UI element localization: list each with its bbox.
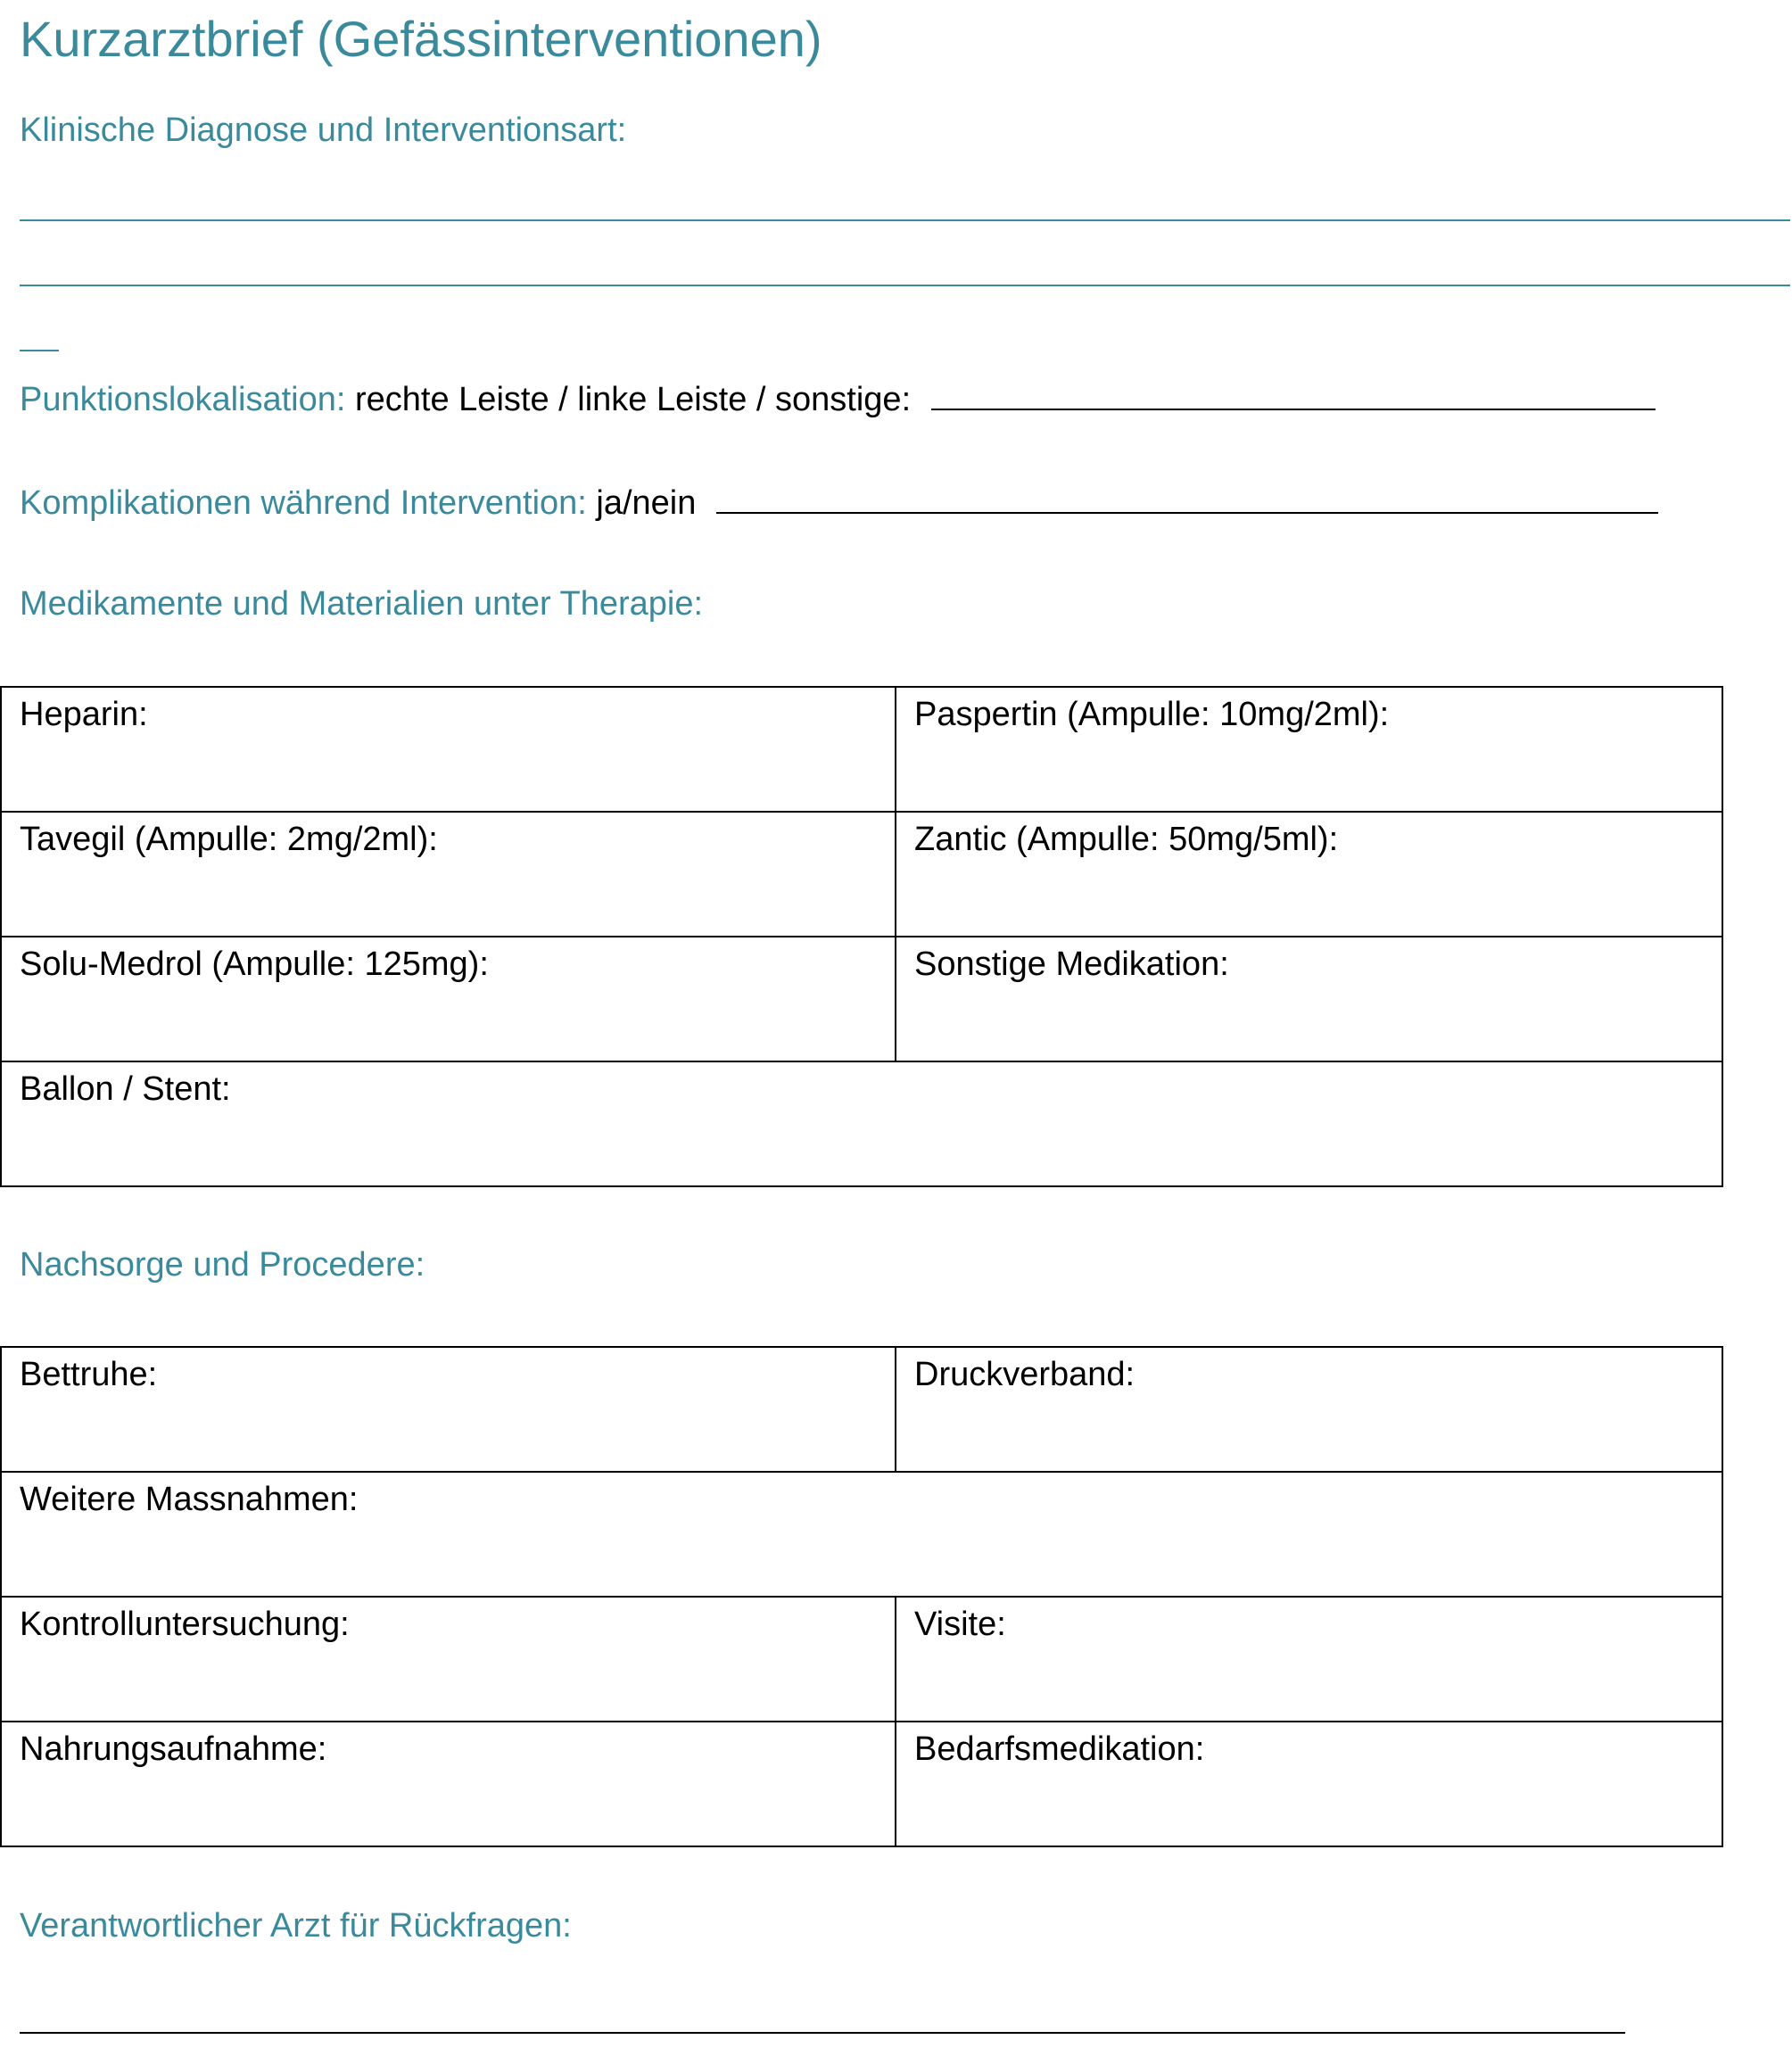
bettruhe-cell[interactable]: Bettruhe: — [1, 1347, 896, 1472]
nahrungsaufnahme-cell[interactable]: Nahrungsaufnahme: — [1, 1722, 896, 1846]
tavegil-cell[interactable]: Tavegil (Ampulle: 2mg/2ml): — [1, 812, 896, 937]
diagnose-line-2[interactable] — [20, 285, 1790, 286]
nachsorge-table — [0, 1346, 1723, 1847]
sonstige-medikation-cell[interactable]: Sonstige Medikation: — [896, 937, 1722, 1061]
punktion-row — [20, 378, 1656, 419]
visite-cell[interactable]: Visite: — [896, 1597, 1722, 1722]
nachsorge-heading: Nachsorge und Procedere: — [20, 1246, 425, 1284]
arzt-heading: Verantwortlicher Arzt für Rückfragen: — [20, 1907, 572, 1945]
medikamente-table — [0, 686, 1723, 1187]
komplikationen-field[interactable] — [716, 482, 1658, 514]
weitere-massnahmen-cell[interactable]: Weitere Massnahmen: — [1, 1472, 1722, 1597]
bedarfsmedikation-cell[interactable]: Bedarfsmedikation: — [896, 1722, 1722, 1846]
punktion-label: Punktionslokalisation: — [20, 381, 346, 418]
table-row — [1, 1472, 1722, 1597]
diagnose-line-1[interactable] — [20, 219, 1790, 221]
table-row — [1, 1722, 1722, 1846]
komplikationen-options[interactable]: ja/nein — [596, 484, 697, 522]
document-title: Kurzarztbrief (Gefässinterventionen) — [20, 11, 822, 67]
heparin-cell[interactable]: Heparin: — [1, 687, 896, 812]
table-row — [1, 812, 1722, 937]
punktion-options[interactable]: rechte Leiste / linke Leiste / sonstige: — [355, 381, 912, 418]
arzt-signature-line[interactable] — [20, 2032, 1625, 2034]
diagnose-line-3[interactable] — [20, 350, 59, 351]
diagnose-heading: Klinische Diagnose und Interventionsart: — [20, 111, 627, 149]
paspertin-cell[interactable]: Paspertin (Ampulle: 10mg/2ml): — [896, 687, 1722, 812]
table-row — [1, 937, 1722, 1061]
medikamente-heading: Medikamente und Materialien unter Therapie: — [20, 585, 704, 623]
punktion-other-field[interactable] — [931, 378, 1656, 410]
table-row — [1, 687, 1722, 812]
zantic-cell[interactable]: Zantic (Ampulle: 50mg/5ml): — [896, 812, 1722, 937]
solu-medrol-cell[interactable]: Solu-Medrol (Ampulle: 125mg): — [1, 937, 896, 1061]
komplikationen-row — [20, 482, 1658, 523]
table-row — [1, 1347, 1722, 1472]
ballon-stent-cell[interactable]: Ballon / Stent: — [1, 1061, 1722, 1186]
komplikationen-label: Komplikationen während Intervention: — [20, 484, 587, 522]
table-row — [1, 1061, 1722, 1186]
druckverband-cell[interactable]: Druckverband: — [896, 1347, 1722, 1472]
table-row — [1, 1597, 1722, 1722]
kontrolluntersuchung-cell[interactable]: Kontrolluntersuchung: — [1, 1597, 896, 1722]
